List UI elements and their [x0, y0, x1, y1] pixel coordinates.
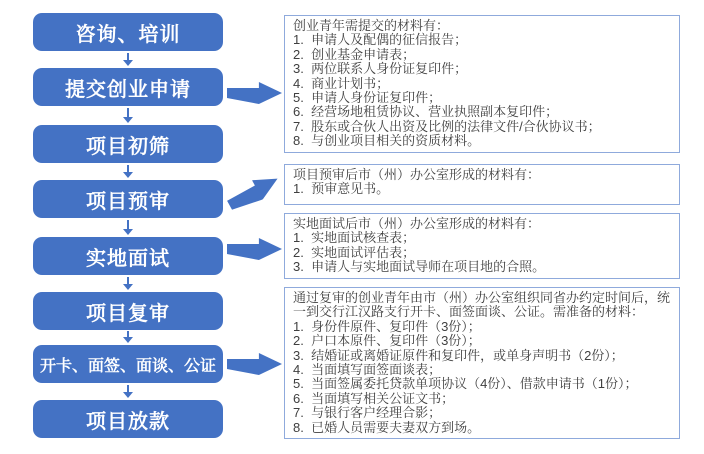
panel-item: 5. 申请人身份证复印件；: [293, 90, 442, 106]
panel-item: 8. 与创业项目相关的资质材料。: [293, 133, 481, 149]
down-arrow-icon: [122, 108, 134, 123]
panel-item: 7. 股东或合伙人出资及比例的法律文件/合伙协议书；: [293, 118, 601, 134]
panel-intro: 通过复审的创业青年由市（州）办公室组织同省办约定时间后，统一到交行江汉路支行开卡、面签面谈、公证。需准备的材料：: [293, 290, 671, 320]
panel-intro: 项目预审后市（州）办公室形成的材料有：: [293, 167, 541, 182]
panel-item: 1. 预审意见书。: [293, 181, 390, 197]
panel-item-list: [293, 320, 671, 435]
panel-item: 1. 实地面试核查表；: [293, 230, 416, 246]
flow-step-card-signing-notarization: 开卡、面签、面谈、公证: [33, 345, 223, 383]
panel-item: 4. 商业计划书；: [293, 75, 390, 91]
panel-item-list: [293, 182, 671, 196]
panel-item-list: [293, 33, 671, 148]
down-arrow-icon: [122, 277, 134, 290]
right-arrow-icon-submit: [227, 82, 282, 104]
panel-submission-materials: [284, 15, 680, 153]
panel-item: 2. 实地面试评估表；: [293, 244, 416, 260]
right-arrow-icon-pre-review: [224, 169, 283, 215]
panel-pre-review-materials: [284, 164, 680, 205]
panel-item: 6. 当面填写相关公证文书；: [293, 390, 455, 406]
panel-item: 3. 结婚证或离婚证原件和复印件，或单身声明书（2份）；: [293, 347, 624, 363]
down-arrow-icon: [122, 331, 134, 343]
panel-item: 5. 当面签属委托贷款单项协议（4份）、借款申请书（1份）；: [293, 376, 638, 392]
panel-item: 8. 已婚人员需要夫妻双方到场。: [293, 419, 481, 435]
flow-step-initial-screening: 项目初筛: [33, 125, 223, 163]
panel-intro: 创业青年需提交的材料有：: [293, 18, 450, 33]
panel-item: 2. 创业基金申请表；: [293, 46, 416, 62]
panel-item: 1. 身份件原件、复印件（3份）；: [293, 318, 481, 334]
flow-step-onsite-interview: 实地面试: [33, 237, 223, 275]
panel-card-signing-materials: [284, 287, 680, 439]
right-arrow-icon-onsite-interview: [227, 238, 282, 260]
panel-item-list: [293, 231, 671, 274]
panel-item: 3. 申请人与实地面试导师在项目地的合照。: [293, 259, 546, 275]
down-arrow-icon: [122, 385, 134, 398]
flow-step-loan-disbursement: 项目放款: [33, 400, 223, 438]
panel-item: 4. 当面填写面签面谈表；: [293, 362, 442, 378]
panel-item: 2. 户口本原件、复印件（3份）；: [293, 333, 481, 349]
panel-intro: 实地面试后市（州）办公室形成的材料有：: [293, 216, 541, 231]
right-arrow-icon-card-signing: [227, 353, 282, 375]
flow-step-re-review: 项目复审: [33, 292, 223, 330]
panel-onsite-interview-materials: [284, 213, 680, 279]
flow-step-consultation-training: 咨询、培训: [33, 13, 223, 51]
panel-item: 6. 经营场地租赁协议、营业执照副本复印件；: [293, 104, 559, 120]
panel-item: 1. 申请人及配偶的征信报告；: [293, 32, 468, 48]
panel-item: 3. 两位联系人身份证复印件；: [293, 61, 468, 77]
panel-item: 7. 与银行客户经理合影；: [293, 405, 442, 421]
down-arrow-icon: [122, 220, 134, 235]
flow-step-submit-application: 提交创业申请: [33, 68, 223, 106]
down-arrow-icon: [122, 53, 134, 66]
down-arrow-icon: [122, 165, 134, 178]
flow-step-pre-review: 项目预审: [33, 180, 223, 218]
